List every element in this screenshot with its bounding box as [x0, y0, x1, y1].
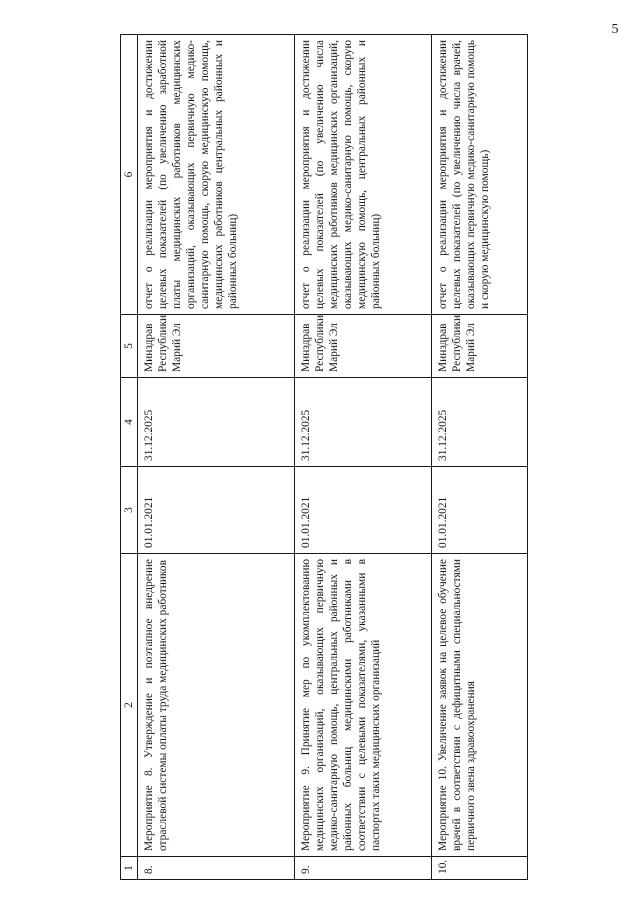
start-date: 01.01.2021	[138, 467, 295, 554]
table-row	[295, 35, 432, 880]
header-col-5: 5	[121, 315, 138, 378]
expected-result: отчет о реализации мероприятия и достижении целевых показателей (по увеличению заработной платы медицинских работников медицинских организаций, оказывающих первичную медико-санитарную помощь, скорую медицинскую помощь, медицинских работников центральных районных и районных больниц)	[138, 35, 295, 315]
end-date: 31.12.2025	[432, 378, 528, 467]
start-date: 01.01.2021	[295, 467, 432, 554]
end-date: 31.12.2025	[138, 378, 295, 467]
executor: Минздрав Республики Марий Эл	[138, 315, 295, 378]
end-date: 31.12.2025	[295, 378, 432, 467]
table-row	[138, 35, 295, 880]
row-number: 9.	[295, 857, 432, 880]
rotated-table-wrapper	[120, 35, 528, 880]
header-col-2: 2	[121, 554, 138, 857]
header-col-3: 3	[121, 467, 138, 554]
row-number: 8.	[138, 857, 295, 880]
row-number: 10.	[432, 857, 528, 880]
header-col-4: 4	[121, 378, 138, 467]
table-header-row	[121, 35, 138, 880]
expected-result: отчет о реализации мероприятия и достижении целевых показателей (по увеличению числа медицинских работников медицинских организаций, оказывающих медико-санитарную помощь, скорую медицинскую помощь, центральных районных и районных больниц)	[295, 35, 432, 315]
start-date: 01.01.2021	[432, 467, 528, 554]
executor: Минздрав Республики Марий Эл	[295, 315, 432, 378]
executor: Минздрав Республики Марий Эл	[432, 315, 528, 378]
header-col-6: 6	[121, 35, 138, 315]
table-row	[432, 35, 528, 880]
event-description: Мероприятие 10. Увеличение заявок на целевое обучение врачей в соответствии с дефицитными специальностями первичного звена здравоохранения	[432, 554, 528, 857]
header-col-1: 1	[121, 857, 138, 880]
measures-table	[120, 34, 528, 880]
page-number: 5	[611, 22, 619, 37]
event-description: Мероприятие 9. Принятие мер по укомплектованию медицинских организаций, оказывающих первичную медико-санитарную помощь, центральных районных и районных больниц медицинскими работниками в соответствии с целевыми показателями, указанными в паспортах таких медицинских организаций	[295, 554, 432, 857]
expected-result: отчет о реализации мероприятия и достижении целевых показателей (по увеличению числа врачей, оказывающих первичную медико-санитарную помощь и скорую медицинскую помощь)	[432, 35, 528, 315]
event-description: Мероприятие 8. Утверждение и поэтапное внедрение отраслевой системы оплаты труда медицинских работников	[138, 554, 295, 857]
